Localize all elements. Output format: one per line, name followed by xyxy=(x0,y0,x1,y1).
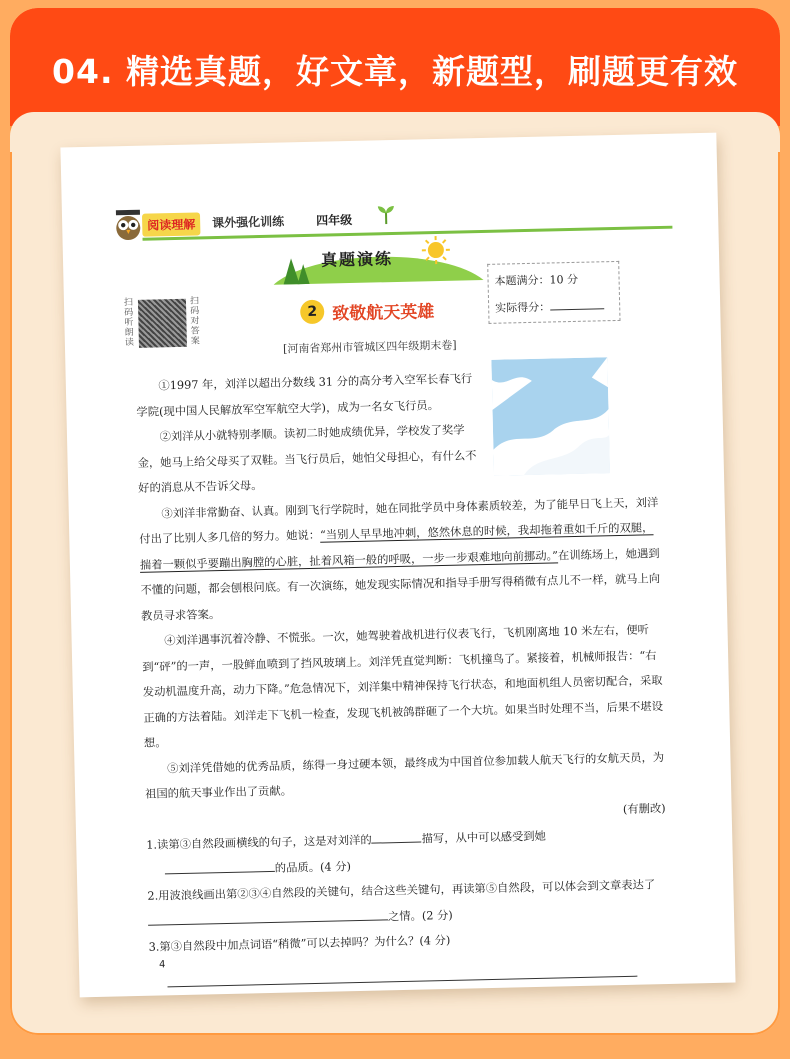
paragraph-2: ②刘洋从小就特别孝顺。读初二时她成绩优异，学校发了奖学金，她马上给父母买了双鞋。当飞行员后，她怕父母担心，有什么不好的消息从不告诉父母。 xyxy=(137,423,477,495)
answer-blank[interactable] xyxy=(165,856,275,873)
underlined-sentence: “当别人早早地冲刺，悠然休息的时候，我却拖着重如千斤的双腿，揣着一颗似乎要蹦出胸膛的心脏，扯着风箱一般的呼吸，一步一步艰难地向前挪动。” xyxy=(139,521,654,572)
page-number: 4 xyxy=(158,959,166,971)
score-full: 本题满分：10 分 xyxy=(494,272,579,288)
answer-blank[interactable] xyxy=(148,905,388,925)
edit-note: (有删改) xyxy=(622,801,666,816)
paragraph-3: ③刘洋非常勤奋、认真。刚到飞行学院时，她在同批学员中身体素质较差，为了能早日飞上天，刘洋付出了比别人多几倍的努力。她说：“当别人早早地冲刺，悠然休息的时候，我却拖着重如千斤的双腿，揣着一颗似乎要蹦出胸膛的心脏，扯着风箱一般的呼吸，一步一步艰难地向前挪动。”在训练场上，她遇到不懂的问题，都会刨根问底。有一次演练，她发现实际情况和指导手册写得稍微有点儿不一样，就马上向教员寻求答案。 xyxy=(139,495,661,623)
passage-title: 致敬航天英雄 xyxy=(332,302,435,325)
owl-mascot-icon xyxy=(112,208,145,243)
banner xyxy=(10,8,780,126)
qr-code-block[interactable] xyxy=(124,296,205,350)
score-actual: 实际得分： xyxy=(495,294,604,315)
paragraph-4: ④刘洋遇事沉着冷静、不慌张。一次，她驾驶着战机进行仪表飞行，飞机刚离地 10 米左右，便听到“砰”的一声，一股鲜血喷到了挡风玻璃上。刘洋凭直觉判断：飞机撞鸟了。紧接着，机械师报告：“右发动机温度升高，动力下降。”危急情况下，刘洋集中精神保持飞行状态，和地面机组人员密切配合，采取正确的方法着陆。刘洋走下飞机一检查，发现飞机被鸽群砸了一个大坑。如果当时处理不当，后果不堪设想。 xyxy=(142,623,664,750)
paragraph-1: ①1997 年，刘洋以超出分数线 31 分的高分考入空军长春飞行学院(现中国人民解放军空军航空大学)，成为一名女飞行员。 xyxy=(136,372,473,419)
workbook-page xyxy=(60,133,735,998)
passage-number: 2 xyxy=(300,300,325,325)
question-1: 1.读第③自然段画横线的句子，这是对刘洋的 描写，从中可以感受到她 的品质。(4 分) xyxy=(146,821,667,884)
question-3: 3.第③自然段中加点词语“稍微”可以去掉吗？为什么？(4 分) xyxy=(148,933,451,954)
page-header xyxy=(112,200,672,241)
sun-icon xyxy=(421,235,452,266)
passage-source: [河南省郑州市管城区四年级期末卷] xyxy=(282,338,457,356)
paragraph-5: ⑤刘洋凭借她的优秀品质，练得一身过硬本领，最终成为中国首位参加载人航天飞行的女航天员，为祖国的航天事业作出了贡献。 xyxy=(144,750,665,801)
section-title: 真题演练 xyxy=(320,249,394,270)
qr-left-label: 扫码听朗读 xyxy=(123,297,135,349)
header-subtitle: 课外强化训练 xyxy=(212,214,285,231)
promo-frame xyxy=(10,8,780,1035)
passage-body xyxy=(136,362,670,997)
question-2: 2.用波浪线画出第②③④自然段的关键句，结合这些关键句，再读第⑤自然段，可以体会到文章表达了之情。(2 分) xyxy=(147,872,668,935)
header-grade: 四年级 xyxy=(316,212,353,228)
score-box xyxy=(487,261,620,324)
sprout-icon xyxy=(374,204,398,225)
banner-title: 04. 精选真题，好文章，新题型，刷题更有效 xyxy=(52,52,738,91)
qr-code-icon[interactable] xyxy=(138,299,187,348)
qr-right-label: 扫码对答案 xyxy=(189,296,201,347)
answer-blank[interactable] xyxy=(371,828,421,844)
header-tag: 阅读理解 xyxy=(142,212,201,236)
